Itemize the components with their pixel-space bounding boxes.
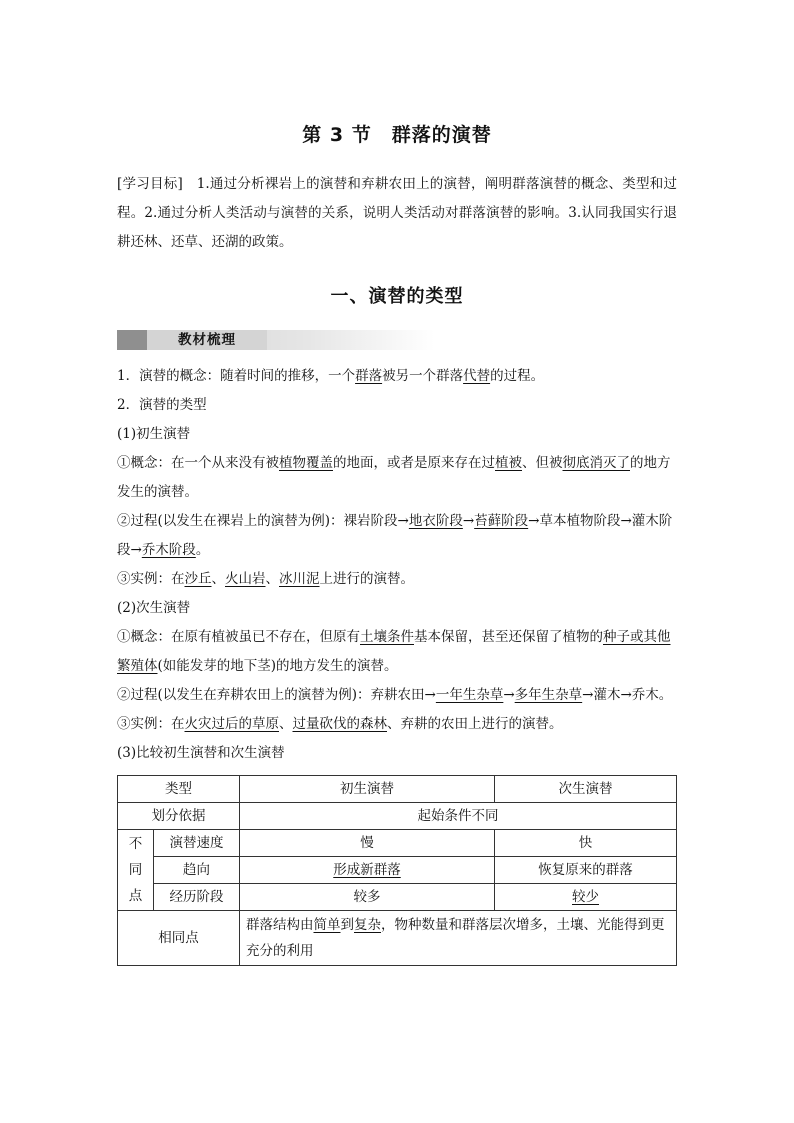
- key-term: 火灾过后的草原: [184, 716, 279, 732]
- key-term: 多年生杂草: [514, 687, 583, 703]
- key-term: 彻底消灭了: [562, 455, 630, 471]
- key-term: 沙丘: [184, 571, 212, 587]
- table-cell: 演替速度: [154, 830, 240, 857]
- key-term: 群落: [355, 368, 383, 384]
- text: 的地方发生的演替。: [117, 455, 671, 500]
- page-title: 第 3 节 群落的演替: [302, 124, 492, 146]
- table-cell: 较少: [495, 884, 677, 911]
- text: 到: [340, 917, 354, 933]
- table-cell: 划分依据: [118, 803, 240, 830]
- text: 、弃耕的农田上进行的演替。: [387, 716, 563, 732]
- text: →: [503, 687, 515, 703]
- key-term: 过量砍伐的森林: [292, 716, 387, 732]
- text: →灌木→乔木。: [582, 687, 673, 703]
- text: ②过程(以发生在弃耕农田上的演替为例)：弃耕农田→: [117, 687, 436, 703]
- learning-objectives: [117, 170, 677, 257]
- text: →草本植物阶段→灌木阶段→: [117, 513, 673, 558]
- text: 、: [265, 571, 279, 587]
- primary-concept: [117, 449, 679, 507]
- key-term: 复杂: [354, 917, 381, 933]
- text: 被另一个群落: [382, 368, 464, 384]
- table-row: [118, 830, 677, 857]
- text: 、但被: [522, 455, 563, 471]
- table-cell: 相同点: [118, 911, 240, 966]
- text: (如能发芽的地下茎)的地方发生的演替。: [157, 658, 398, 674]
- section-title: 一、演替的类型: [330, 286, 464, 307]
- key-term: 种子或其他繁殖体: [117, 629, 671, 674]
- text: 的地面，或者是原来存在过: [333, 455, 495, 471]
- table-cell: 形成新群落: [240, 857, 495, 884]
- key-term: 简单: [313, 917, 341, 933]
- table-cell: 慢: [240, 830, 495, 857]
- key-term: 冰川泥: [279, 571, 320, 587]
- key-term: 地衣阶段: [408, 513, 463, 529]
- table-cell: 快: [495, 830, 677, 857]
- text: →: [462, 513, 475, 529]
- key-term: 代替: [463, 368, 491, 384]
- secondary-process: [117, 681, 679, 710]
- text: ③实例：在: [117, 716, 185, 732]
- key-term: 植被: [495, 455, 522, 471]
- table-row: [118, 776, 677, 803]
- text: 、: [211, 571, 225, 587]
- text: ①概念：在一个从来没有被: [117, 455, 279, 471]
- secondary-examples: [117, 710, 679, 739]
- objectives-text: 1.通过分析裸岩上的演替和弃耕农田上的演替，阐明群落演替的概念、类型和过程。2.通过分析人类活动与演替的关系，说明人类活动对群落演替的影响。3.认同我国实行退耕还林、还草、还湖的政策。: [117, 176, 677, 250]
- table-cell: 较多: [240, 884, 495, 911]
- primary-process: [117, 507, 679, 565]
- text: 的过程。: [490, 368, 545, 384]
- table-header-cell: 次生演替: [495, 776, 677, 803]
- text: ①概念：在原有植被虽已不存在，但原有: [117, 629, 360, 645]
- table-cell: [240, 911, 677, 966]
- primary-heading: (1)初生演替: [117, 426, 191, 442]
- text: 基本保留，甚至还保留了植物的: [414, 629, 603, 645]
- comparison-table: [117, 775, 677, 966]
- table-cell: 起始条件不同: [240, 803, 677, 830]
- table-header-cell: 初生演替: [240, 776, 495, 803]
- text: 、: [279, 716, 293, 732]
- table-row: [118, 884, 677, 911]
- content-body: [117, 362, 679, 768]
- key-term: 苔藓阶段: [474, 513, 529, 529]
- text: 。: [195, 542, 210, 558]
- text: ，物种数量和群落层次增多，土壤、光能得到更充分的利用: [246, 917, 665, 959]
- objectives-label: [学习目标]: [117, 176, 183, 192]
- text: 上进行的演替。: [319, 571, 414, 587]
- text: ②过程(以发生在裸岩上的演替为例)：裸岩阶段→: [117, 513, 409, 529]
- key-term: 植物覆盖: [279, 455, 333, 471]
- secondary-concept: [117, 623, 679, 681]
- text: 群落结构由: [246, 917, 314, 933]
- table-cell: 恢复原来的群落: [495, 857, 677, 884]
- text: ③实例：在: [117, 571, 185, 587]
- key-term: 一年生杂草: [435, 687, 504, 703]
- primary-examples: [117, 565, 679, 594]
- key-term: 乔木阶段: [141, 542, 196, 558]
- table-header-cell: 类型: [118, 776, 240, 803]
- banner-label: 教材梳理: [147, 330, 267, 350]
- table-cell: 不同点: [118, 830, 154, 911]
- table-row: [118, 857, 677, 884]
- types-heading: 2．演替的类型: [117, 397, 207, 413]
- secondary-heading: (2)次生演替: [117, 600, 191, 616]
- table-cell: 趋向: [154, 857, 240, 884]
- concept-line: [117, 362, 679, 391]
- table-row: [118, 803, 677, 830]
- text: 1．演替的概念：随着时间的推移，一个: [117, 368, 356, 384]
- table-cell: 经历阶段: [154, 884, 240, 911]
- key-term: 土壤条件: [360, 629, 414, 645]
- table-row: [118, 911, 677, 966]
- key-term: 火山岩: [225, 571, 266, 587]
- comparison-heading: (3)比较初生演替和次生演替: [117, 745, 285, 761]
- section-banner: [117, 330, 435, 350]
